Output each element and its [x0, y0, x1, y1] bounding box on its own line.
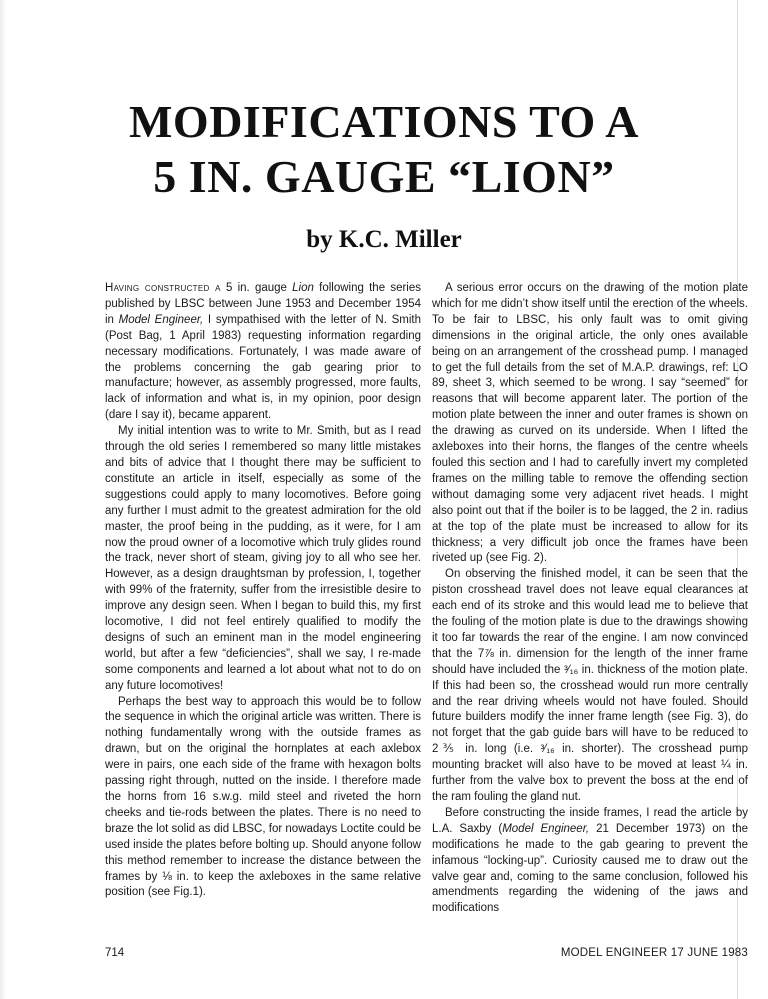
running-footer: MODEL ENGINEER 17 JUNE 1983 — [560, 947, 748, 959]
left-paragraph-1-part-c: I sympathised with the letter of N. Smith (Post Bag, 1 April 1983) requesting information regarding necessary modifications. Fortunately, I was made aware of the problems concerning the gab gearing prior to manufacture; however, as assembly progressed, more faults, lack of information and what is, in my opinion, poor design (dare I say it), became apparent. — [105, 313, 421, 422]
left-paragraph-1 — [105, 281, 421, 424]
lion-italic: Lion — [292, 282, 314, 294]
right-text-column — [432, 281, 748, 917]
right-paragraph-3-part-a: Before constructing the inside frames, I read the article by L.A. Saxby ( — [432, 806, 748, 835]
right-paragraph-1: A serious error occurs on the drawing of the motion plate which for me didn’t show itself until the erection of the wheels. To be fair to LBSC, his only fault was to omit giving dimensions in the original article, the only ones available being on an arrangement of the crosshead pump. I managed to get the full details from the set of M.A.P. drawings, ref: LO 89, sheet 3, which seemed to be wrong. I say “seemed” for reasons that will become apparent later. The portion of the motion plate between the inner and outer frames is shown on the drawing as curved on its underside. When I lifted the axleboxes into their horns, the flanges of the centre wheels fouled this section and I had to carefully invert my completed frames on the milling table to remove the offending section without damaging some very adjacent rivet heads. I might also point out that if the boiler is to be lagged, the 2 in. radius at the top of the plate must be increased to allow for its thickness; a very difficult job once the frames have been riveted up (see Fig. 2). — [432, 282, 748, 565]
page-number: 714 — [105, 947, 125, 959]
article-byline: by K.C. Miller — [306, 226, 462, 253]
right-paragraph-3-part-b: 21 December 1973) on the modifications he made to the gab gearing to prevent the infamous “locking-up”. Curiosity caused me to draw out the valve gear and, coming to the same conclusion, followed his amendments regarding the widening of the jaws and modifications — [432, 822, 748, 915]
left-paragraph-1-part-b: following the series published by LBSC between June 1953 and December 1954 in — [105, 282, 421, 326]
opening-small-caps: Having constructed a — [105, 282, 221, 294]
left-paragraph-3: Perhaps the best way to approach this would be to follow the sequence in which the original article was written. There is nothing fundamentally wrong with the outside frames as drawn, but on the original the hornplates at each axlebox were in pairs, one each side of the frame with hexagon bolts passing right through, nutted on the inside. I therefore made the horns from 16 s.w.g. mild steel and riveted the horn cheeks and tie-rods between the plates. There is no need to braze the lot solid as did LBSC, for nowadays Loctite could be used inside the plates before bolting up. Should anyone follow this method remember to increase the distance between the frames by ⅛ in. to keep the axleboxes in the same relative position (see Fig.1). — [105, 695, 421, 899]
left-paragraph-1-part-a: 5 in. gauge — [220, 282, 293, 294]
model-engineer-italic-2: Model Engineer, — [502, 822, 590, 835]
article-title-line-2: 5 IN. GAUGE “LION” — [153, 151, 615, 202]
left-text-column — [105, 281, 421, 901]
right-paragraph-2: On observing the finished model, it can be seen that the piston crosshead travel does not leave equal clearances at each end of its stroke and this would lead me to believe that the fouling of the motion plate is due to the drawings showing it too far towards the rear of the engine. I am now convinced that the 7⅞ in. dimension for the length of the inner frame should have included the ³⁄₁₆ in. thickness of the motion plate. If this had been so, the crosshead would run more centrally and the rear driving wheels would not have fouled. Should future builders modify the inner frame length (see Fig. 3), do not forget that the gab guide bars will have to be reduced to 2⅗ in. long (i.e. ³⁄₁₆ in. shorter). The crosshead pump mounting bracket will also have to be moved at least ¼ in. further from the valve box to prevent the boss at the end of the ram fouling the gland nut. — [432, 568, 748, 803]
article-title-line-1: MODIFICATIONS TO A — [129, 96, 639, 147]
right-paragraph-3 — [432, 806, 748, 917]
model-engineer-italic: Model Engineer, — [118, 313, 204, 326]
left-paragraph-2: My initial intention was to write to Mr. Smith, but as I read through the old series I remembered so many little mistakes and bits of advice that I thought there may be sufficient to constitute an article in itself, especially as some of the suggestions could apply to many locomotives. Before going any further I must admit to the greatest admiration for the old master, the proof being in the pudding, as it were, for I am now the proud owner of a locomotive which truly glides round the track, never short of steam, giving joy to all who see her. However, as a design draughtsman by profession, I, together with 99% of the fraternity, suffer from the irresistible desire to improve any design seen. When I began to build this, my first locomotive, I did not feel entirely qualified to modify the designs of such an eminent man in the model engineering world, but after a few “deficiencies”, shall we say, I re-made some components and learned a lot about what not to do on any future locomotives! — [105, 425, 421, 692]
